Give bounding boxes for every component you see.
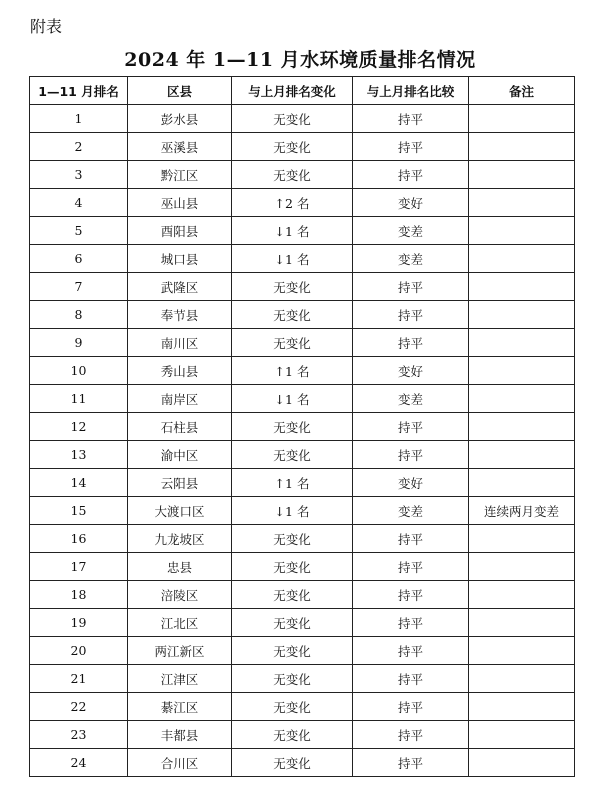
- cell-rank: 5: [30, 217, 128, 245]
- cell-district: 两江新区: [128, 637, 232, 665]
- header-remarks: 备注: [469, 77, 575, 105]
- cell-rank-change: 无变化: [232, 637, 353, 665]
- table-row: [30, 161, 575, 189]
- cell-comparison: 持平: [353, 721, 469, 749]
- cell-rank: 13: [30, 441, 128, 469]
- cell-rank-change: ↓1 名: [232, 217, 353, 245]
- cell-rank-change: 无变化: [232, 329, 353, 357]
- cell-comparison: 变差: [353, 385, 469, 413]
- cell-comparison: 变好: [353, 189, 469, 217]
- cell-comparison: 持平: [353, 693, 469, 721]
- cell-rank-change: ↑1 名: [232, 357, 353, 385]
- cell-remarks: [469, 105, 575, 133]
- cell-comparison: 持平: [353, 525, 469, 553]
- cell-comparison: 变好: [353, 469, 469, 497]
- table-row: [30, 525, 575, 553]
- cell-remarks: [469, 413, 575, 441]
- cell-rank: 16: [30, 525, 128, 553]
- cell-comparison: 持平: [353, 301, 469, 329]
- cell-district: 忠县: [128, 553, 232, 581]
- cell-rank: 2: [30, 133, 128, 161]
- cell-comparison: 持平: [353, 637, 469, 665]
- cell-rank: 8: [30, 301, 128, 329]
- cell-rank: 11: [30, 385, 128, 413]
- cell-rank: 4: [30, 189, 128, 217]
- cell-district: 江北区: [128, 609, 232, 637]
- cell-remarks: [469, 525, 575, 553]
- cell-rank-change: 无变化: [232, 413, 353, 441]
- cell-district: 綦江区: [128, 693, 232, 721]
- cell-district: 秀山县: [128, 357, 232, 385]
- cell-comparison: 持平: [353, 441, 469, 469]
- cell-remarks: [469, 553, 575, 581]
- cell-rank-change: ↑1 名: [232, 469, 353, 497]
- table-body: [30, 105, 575, 777]
- cell-rank: 12: [30, 413, 128, 441]
- cell-rank-change: ↓1 名: [232, 385, 353, 413]
- table-row: [30, 357, 575, 385]
- cell-remarks: [469, 273, 575, 301]
- cell-comparison: 持平: [353, 413, 469, 441]
- table-row: [30, 385, 575, 413]
- table-row: [30, 273, 575, 301]
- cell-comparison: 持平: [353, 665, 469, 693]
- cell-district: 石柱县: [128, 413, 232, 441]
- cell-rank-change: 无变化: [232, 301, 353, 329]
- table-row: [30, 217, 575, 245]
- cell-rank-change: 无变化: [232, 161, 353, 189]
- cell-rank: 23: [30, 721, 128, 749]
- cell-district: 奉节县: [128, 301, 232, 329]
- cell-comparison: 持平: [353, 609, 469, 637]
- header-rank: 1—11 月排名: [30, 77, 128, 105]
- cell-comparison: 持平: [353, 161, 469, 189]
- cell-comparison: 变差: [353, 497, 469, 525]
- table-row: [30, 497, 575, 525]
- cell-district: 巫溪县: [128, 133, 232, 161]
- cell-rank: 21: [30, 665, 128, 693]
- cell-district: 黔江区: [128, 161, 232, 189]
- cell-rank-change: 无变化: [232, 665, 353, 693]
- cell-rank: 3: [30, 161, 128, 189]
- cell-district: 城口县: [128, 245, 232, 273]
- header-comparison: 与上月排名比较: [353, 77, 469, 105]
- table-row: [30, 609, 575, 637]
- cell-remarks: [469, 217, 575, 245]
- table-row: [30, 329, 575, 357]
- table-row: [30, 665, 575, 693]
- cell-remarks: [469, 721, 575, 749]
- cell-rank-change: 无变化: [232, 133, 353, 161]
- cell-rank: 17: [30, 553, 128, 581]
- table-row: [30, 749, 575, 777]
- table-row: [30, 133, 575, 161]
- table-row: [30, 693, 575, 721]
- cell-district: 合川区: [128, 749, 232, 777]
- cell-rank-change: ↑2 名: [232, 189, 353, 217]
- cell-rank: 15: [30, 497, 128, 525]
- table-row: [30, 245, 575, 273]
- cell-rank-change: 无变化: [232, 525, 353, 553]
- cell-rank-change: 无变化: [232, 609, 353, 637]
- cell-district: 南川区: [128, 329, 232, 357]
- table-row: [30, 469, 575, 497]
- cell-remarks: [469, 301, 575, 329]
- cell-district: 涪陵区: [128, 581, 232, 609]
- cell-rank: 18: [30, 581, 128, 609]
- cell-comparison: 持平: [353, 273, 469, 301]
- header-district: 区县: [128, 77, 232, 105]
- cell-district: 酉阳县: [128, 217, 232, 245]
- cell-rank: 24: [30, 749, 128, 777]
- cell-rank: 7: [30, 273, 128, 301]
- cell-district: 丰都县: [128, 721, 232, 749]
- cell-district: 巫山县: [128, 189, 232, 217]
- cell-district: 九龙坡区: [128, 525, 232, 553]
- cell-district: 大渡口区: [128, 497, 232, 525]
- cell-comparison: 持平: [353, 329, 469, 357]
- table-row: [30, 301, 575, 329]
- cell-rank-change: 无变化: [232, 693, 353, 721]
- cell-rank: 1: [30, 105, 128, 133]
- table-header-row: [30, 77, 575, 105]
- table-row: [30, 105, 575, 133]
- table-row: [30, 637, 575, 665]
- cell-rank-change: 无变化: [232, 553, 353, 581]
- table-row: [30, 413, 575, 441]
- cell-rank-change: 无变化: [232, 749, 353, 777]
- cell-rank-change: ↓1 名: [232, 497, 353, 525]
- cell-rank: 14: [30, 469, 128, 497]
- cell-comparison: 持平: [353, 581, 469, 609]
- cell-remarks: [469, 441, 575, 469]
- cell-district: 武隆区: [128, 273, 232, 301]
- cell-remarks: [469, 161, 575, 189]
- page-title: 2024 年 1—11 月水环境质量排名情况: [124, 49, 476, 71]
- cell-rank-change: 无变化: [232, 273, 353, 301]
- cell-district: 渝中区: [128, 441, 232, 469]
- cell-rank: 10: [30, 357, 128, 385]
- cell-rank-change: 无变化: [232, 105, 353, 133]
- cell-rank: 6: [30, 245, 128, 273]
- header-rank-change: 与上月排名变化: [232, 77, 353, 105]
- cell-comparison: 持平: [353, 749, 469, 777]
- cell-district: 江津区: [128, 665, 232, 693]
- cell-rank-change: 无变化: [232, 441, 353, 469]
- cell-rank: 9: [30, 329, 128, 357]
- cell-comparison: 变差: [353, 245, 469, 273]
- ranking-table: [29, 76, 575, 777]
- cell-rank-change: ↓1 名: [232, 245, 353, 273]
- cell-remarks: 连续两月变差: [469, 497, 575, 525]
- cell-comparison: 变差: [353, 217, 469, 245]
- table-row: [30, 553, 575, 581]
- cell-comparison: 持平: [353, 133, 469, 161]
- table-row: [30, 189, 575, 217]
- cell-remarks: [469, 469, 575, 497]
- cell-remarks: [469, 693, 575, 721]
- table-row: [30, 441, 575, 469]
- cell-remarks: [469, 329, 575, 357]
- cell-remarks: [469, 189, 575, 217]
- cell-rank: 19: [30, 609, 128, 637]
- cell-comparison: 持平: [353, 105, 469, 133]
- cell-rank: 22: [30, 693, 128, 721]
- cell-rank-change: 无变化: [232, 721, 353, 749]
- attachment-label: 附表: [30, 17, 63, 36]
- cell-remarks: [469, 665, 575, 693]
- cell-remarks: [469, 581, 575, 609]
- cell-rank-change: 无变化: [232, 581, 353, 609]
- cell-remarks: [469, 357, 575, 385]
- table-row: [30, 721, 575, 749]
- cell-district: 彭水县: [128, 105, 232, 133]
- cell-remarks: [469, 749, 575, 777]
- cell-comparison: 持平: [353, 553, 469, 581]
- cell-rank: 20: [30, 637, 128, 665]
- cell-district: 南岸区: [128, 385, 232, 413]
- cell-remarks: [469, 133, 575, 161]
- cell-remarks: [469, 609, 575, 637]
- cell-remarks: [469, 385, 575, 413]
- cell-district: 云阳县: [128, 469, 232, 497]
- table-row: [30, 581, 575, 609]
- cell-comparison: 变好: [353, 357, 469, 385]
- cell-remarks: [469, 637, 575, 665]
- cell-remarks: [469, 245, 575, 273]
